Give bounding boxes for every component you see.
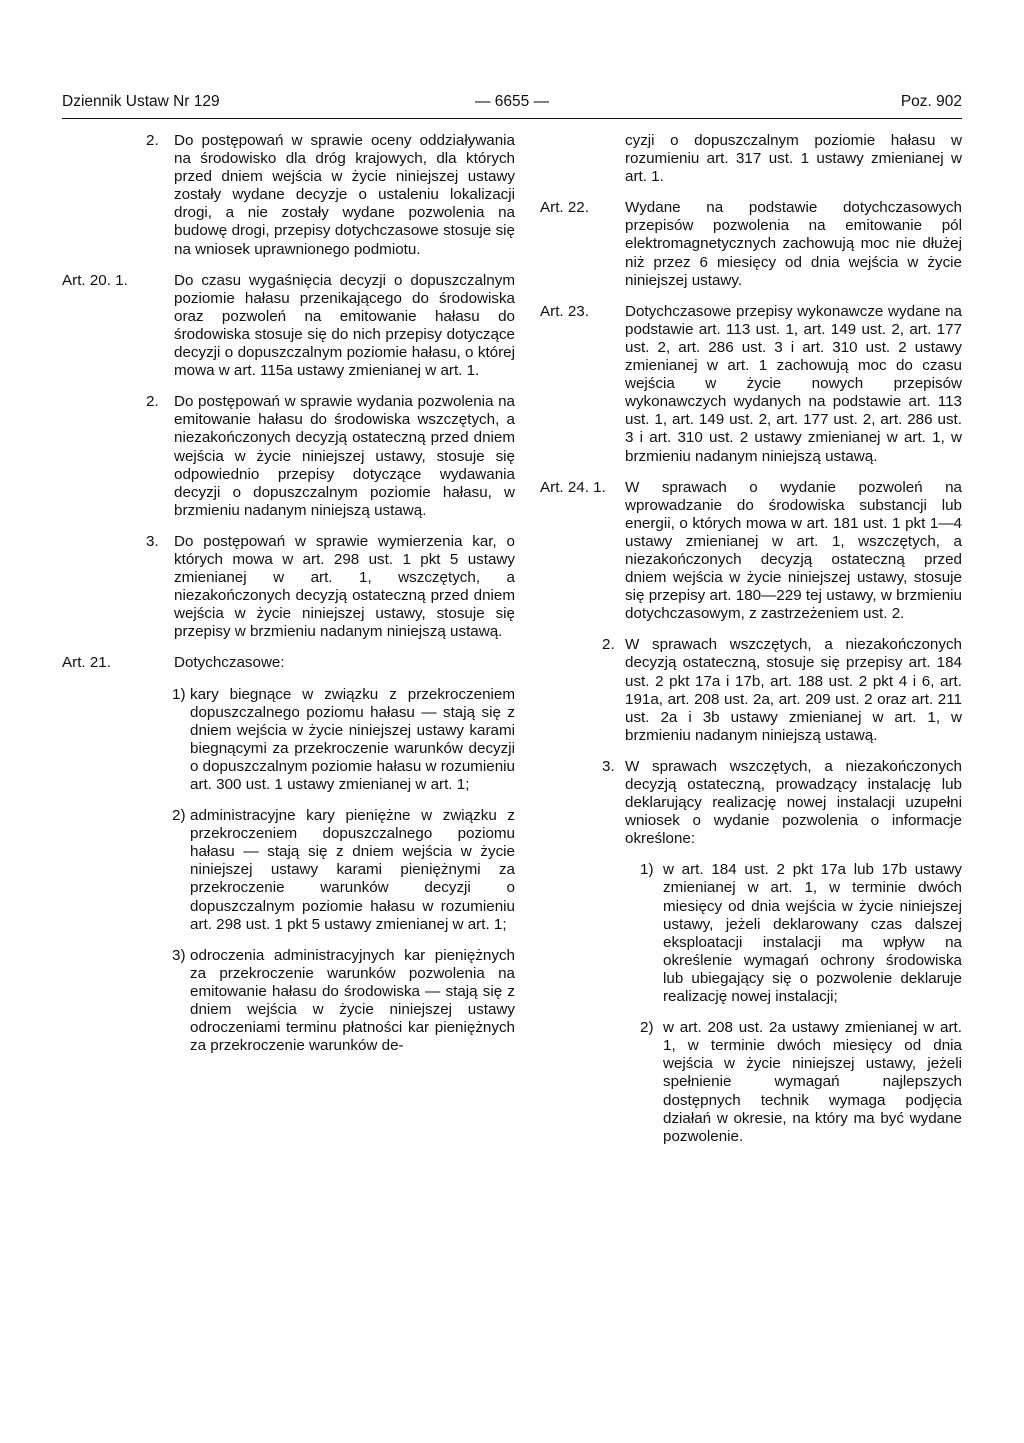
article-text: Dotychczasowe przepisy wykonawcze wydane na podstawie art. 113 ust. 1, art. 149 ust. 2, art. 177 ust. 2, art. 286 ust. 3 i art. 310 ust. 2 ustawy zmienianej w art. 1 zachowują moc do czasu wejścia w życie nowych przepisów wykonawczych wydanych na podstawie art. 113 ust. 1, art. 149 ust. 2, art. 177 ust. 2, art. 286 ust. 3 i art. 310 ust. 2 ustawy zmienianej w art. 1, w brzmieniu nadanym niniejszą ustawą. — [625, 302, 962, 465]
left-column — [62, 132, 516, 1068]
article-21 — [62, 654, 515, 672]
paragraph-label: 3. — [602, 757, 615, 775]
journal-title: Dziennik Ustaw Nr 129 — [62, 93, 220, 110]
paragraph — [140, 533, 515, 642]
list-item — [540, 861, 962, 1006]
article-label: Art. 22. — [540, 199, 589, 217]
article-label: Art. 23. — [540, 302, 589, 320]
paragraph-label: 2. — [602, 636, 615, 654]
article-23 — [540, 303, 962, 466]
article-label: Art. 24. 1. — [540, 478, 606, 496]
continuation-text — [540, 132, 962, 186]
list-item-text: kary biegnące w związku z przekroczeniem dopuszczalnego poziomu hałasu — stają się z dniem wejścia w życie niniejszej ustawy karami biegnącymi za przekroczenie warunków decyzji o dopuszczalnym poziomie hałasu w rozumieniu art. 300 ust. 1 ustawy zmienianej w art. 1; — [190, 685, 516, 793]
paragraph — [140, 132, 515, 259]
paragraph — [540, 636, 962, 745]
paragraph-text: W sprawach wszczętych, a niezakończonych decyzją ostateczną, prowadzący instalację lub deklarujący realizację nowej instalacji uzupełni wniosek o wydanie pozwolenia o informacje określone: — [625, 757, 962, 848]
paragraph — [540, 758, 962, 848]
list-item — [140, 686, 515, 795]
list-item-label: 1) — [172, 685, 186, 703]
article-22 — [540, 199, 962, 289]
list-item-text: w art. 184 ust. 2 pkt 17a lub 17b ustawy zmienianej w art. 1, w terminie dwóch miesięcy od dnia wejścia w życie niniejszej ustawy, jeżeli deklarowany czas dalszej eksploatacji instalacji ma wpływ na określenie wymagań ochrony środowiska lub ubiegający się o pozwolenie deklaruje realizację nowej instalacji; — [663, 861, 962, 1006]
list-item-text: odroczenia administracyjnych kar pieniężnych za przekroczenie warunków pozwolenia na emitowanie hałasu do środowiska — stają się z dniem wejścia w życie niniejszej ustawy odroczeniami terminu płatności kar pieniężnych za przekroczenie warunków de- — [190, 946, 515, 1055]
list-item-text: administracyjne kary pieniężne w związku z przekroczeniem dopuszczalnego poziomu hałasu — stają się z dniem wejścia w życie niniejszej ustawy karami pieniężnymi za przekroczenie warunków decyzji o dopuszczalnym poziomie hałasu w rozumieniu art. 298 ust. 1 pkt 5 ustawy zmienianej w art. 1; — [190, 807, 515, 933]
page-header — [62, 93, 962, 117]
right-column — [540, 132, 962, 1159]
paragraph-text: Do postępowań w sprawie wydania pozwolenia na emitowanie hałasu do środowiska wszczętych, a niezakończonych decyzją ostateczną przed dniem wejścia w życie niniejszej ustawy, stosuje się odpowiednio przepisy dotyczące wydawania decyzji o dopuszczalnym poziomie hałasu, w brzmieniu nadanym niniejszą ustawą. — [174, 393, 515, 519]
list-item — [540, 1019, 962, 1146]
position-number: Poz. 902 — [900, 93, 962, 110]
page-number: — 6655 — — [474, 93, 550, 110]
list-item-label: 2) — [172, 807, 186, 825]
list-item-label: 1) — [640, 861, 654, 879]
list-item-label: 2) — [640, 1019, 654, 1037]
article-24 — [540, 479, 962, 624]
article-20 — [62, 271, 515, 381]
article-label: Art. 20. 1. — [62, 271, 128, 289]
list-item — [140, 807, 515, 934]
paragraph-text: Do postępowań w sprawie oceny oddziaływania na środowisko dla dróg krajowych, dla których przed dniem wejścia w życie niniejszej ustawy zostały wydane decyzje o ustaleniu lokalizacji drogi, a nie zostały wydane pozwolenia na budowę drogi, przepisy dotychczasowe stosuje się na wniosek uprawnionego podmiotu. — [174, 132, 515, 258]
list-item — [140, 947, 515, 1056]
article-text: Wydane na podstawie dotychczasowych przepisów pozwolenia na emitowanie pól elektromagnetycznych zachowują moc nie dłużej niż przez 6 miesięcy od dnia wejścia w życie niniejszej ustawy. — [625, 199, 962, 289]
list-item-text: w art. 208 ust. 2a ustawy zmienianej w art. 1, w terminie dwóch miesięcy od dnia wejścia w życie niniejszej ustawy, jeżeli spełnienie wymagań najlepszych dostępnych technik wymaga podjęcia działań w okresie, na który ma być wydane pozwolenie. — [663, 1019, 962, 1145]
paragraph-label: 2. — [146, 132, 159, 149]
article-text: W sprawach o wydanie pozwoleń na wprowadzanie do środowiska substancji lub energii, o których mowa w art. 181 ust. 1 pkt 1—4 ustawy zmienianej w art. 1, wszczętych, a niezakończonych decyzją ostateczną przed dniem wejścia w życie niniejszej ustawy, stosuje się przepisy art. 180—229 tej ustawy, w brzmieniu dotychczasowym, z zastrzeżeniem ust. 2. — [625, 478, 962, 623]
paragraph-text: cyzji o dopuszczalnym poziomie hałasu w rozumieniu art. 317 ust. 1 ustawy zmienianej w art. 1. — [625, 132, 962, 186]
paragraph-label: 2. — [146, 393, 159, 411]
article-text: Dotychczasowe: — [174, 654, 285, 672]
header-rule — [62, 118, 962, 119]
paragraph-text: W sprawach wszczętych, a niezakończonych decyzją ostateczną, stosuje się przepisy art. 184 ust. 2 pkt 17a i 17b, art. 188 ust. 2 pkt 4 i 6, art. 191a, art. 208 ust. 2a, art. 209 ust. 2 oraz art. 211 ust. 2a i 3b ustawy zmienianej w art. 1, w brzmieniu nadanym niniejszą ustawą. — [625, 636, 962, 744]
article-label: Art. 21. — [62, 654, 111, 672]
list-item-label: 3) — [172, 946, 186, 964]
article-text: Do czasu wygaśnięcia decyzji o dopuszczalnym poziomie hałasu przenikającego do środowiska oraz pozwoleń na emitowanie hałasu do środowiska stosuje się do nich przepisy dotyczące decyzji o dopuszczalnym poziomie hałasu, o której mowa w art. 115a ustawy zmienianej w art. 1. — [174, 271, 515, 380]
paragraph — [140, 393, 515, 520]
paragraph-text: Do postępowań w sprawie wymierzenia kar, o których mowa w art. 298 ust. 1 pkt 5 ustawy zmienianej w art. 1, wszczętych, a niezakończonych decyzją ostateczną przed dniem wejścia w życie niniejszej ustawy, stosuje się przepisy w brzmieniu nadanym niniejszą ustawą. — [174, 532, 515, 641]
paragraph-label: 3. — [146, 532, 159, 550]
